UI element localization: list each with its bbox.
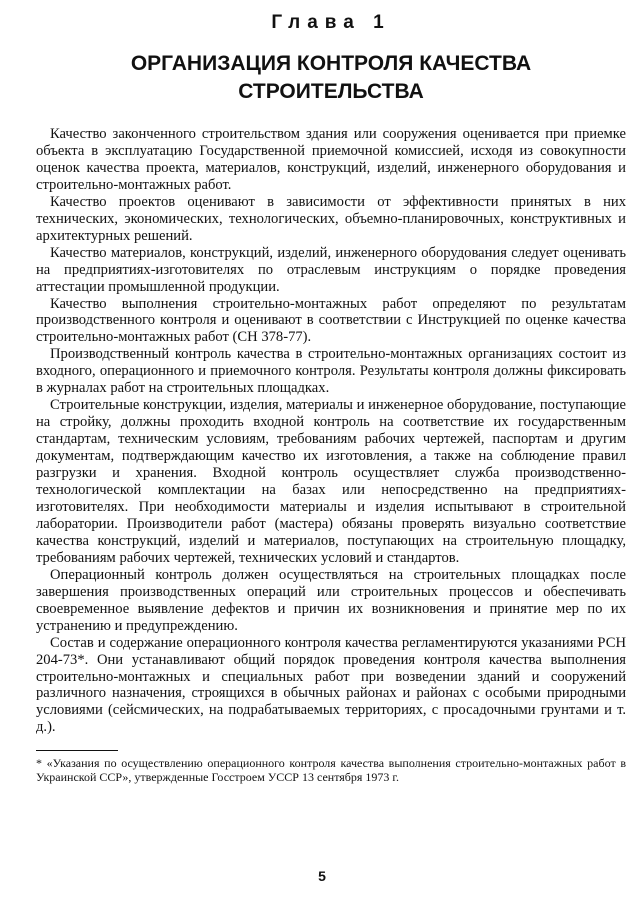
chapter-title	[36, 50, 626, 106]
paragraph: Качество выполнения строительно-монтажных работ определяют по результатам производственного контроля и оценивают в соответствии с Инструкцией по оценке качества строительно-монтажных работ (СН 378-77).	[36, 295, 626, 346]
paragraph: Операционный контроль должен осуществляться на строительных площадках после завершения производственных операций или строительных процессов и обеспечивать своевременное выявление дефектов и причин их возникновения и принятие мер по их устранению и предупреждению.	[36, 566, 626, 634]
paragraph: Качество проектов оценивают в зависимости от эффективности принятых в них технических, экономических, технологических, объемно-планировочных, конструктивных и архитектурных решений.	[36, 193, 626, 244]
footnote-divider	[36, 750, 118, 751]
chapter-heading: Глава 1	[271, 12, 391, 33]
page-number: 5	[318, 868, 326, 884]
paragraph: Строительные конструкции, изделия, материалы и инженерное оборудование, поступающие на стройку, должны проходить входной контроль на соответствие их государственным стандартам, техническим условиям, требованиям рабочих чертежей, паспортам и другим документам, подтверждающим качество их изготовления, а также на соблюдение правил разгрузки и хранения. Входной контроль осуществляет служба производственно-технологической комплектации на базах или непосредственно на предприятиях-изготовителях. При необходимости материалы и изделия испытывают в строительной лаборатории. Производители работ (мастера) обязаны проверять визуально соответствие качества конструкций, изделий и материалов, поступающих на строительную площадку, требованиям рабочих чертежей, технических условий и стандартов.	[36, 397, 626, 566]
chapter-title-line-2: СТРОИТЕЛЬСТВА	[238, 80, 424, 103]
footnote: * «Указания по осуществлению операционного контроля качества выполнения строительно-монтажных работ в Украинской ССР», утвержденные Госстроем УССР 13 сентября 1973 г.	[36, 756, 626, 784]
paragraph: Состав и содержание операционного контроля качества регламентируются указаниями РСН 204-73*. Они устанавливают общий порядок проведения контроля качества выполнения строительно-монтажных и специальных работ при возведении зданий и сооружений различного назначения, строящихся в обычных районах и районах с особыми природными условиями (сейсмических, на подрабатываемых территориях, с просадочными грунтами и т. д.).	[36, 634, 626, 736]
body-text	[36, 126, 626, 736]
page	[36, 12, 626, 784]
chapter-title-line-1: ОРГАНИЗАЦИЯ КОНТРОЛЯ КАЧЕСТВА	[130, 52, 532, 75]
paragraph: Производственный контроль качества в строительно-монтажных организациях состоит из входного, операционного и приемочного контроля. Результаты контроля должны фиксировать в журналах работ на строительных площадках.	[36, 346, 626, 397]
paragraph: Качество законченного строительством здания или сооружения оценивается при приемке объекта в эксплуатацию Государственной приемочной комиссией, исходя из совокупности оценок качества проекта, материалов, конструкций, изделий, инженерного оборудования и строительно-монтажных работ.	[36, 126, 626, 193]
paragraph: Качество материалов, конструкций, изделий, инженерного оборудования следует оценивать на предприятиях-изготовителях по отраслевым инструкциям о порядке проведения аттестации промышленной продукции.	[36, 244, 626, 295]
